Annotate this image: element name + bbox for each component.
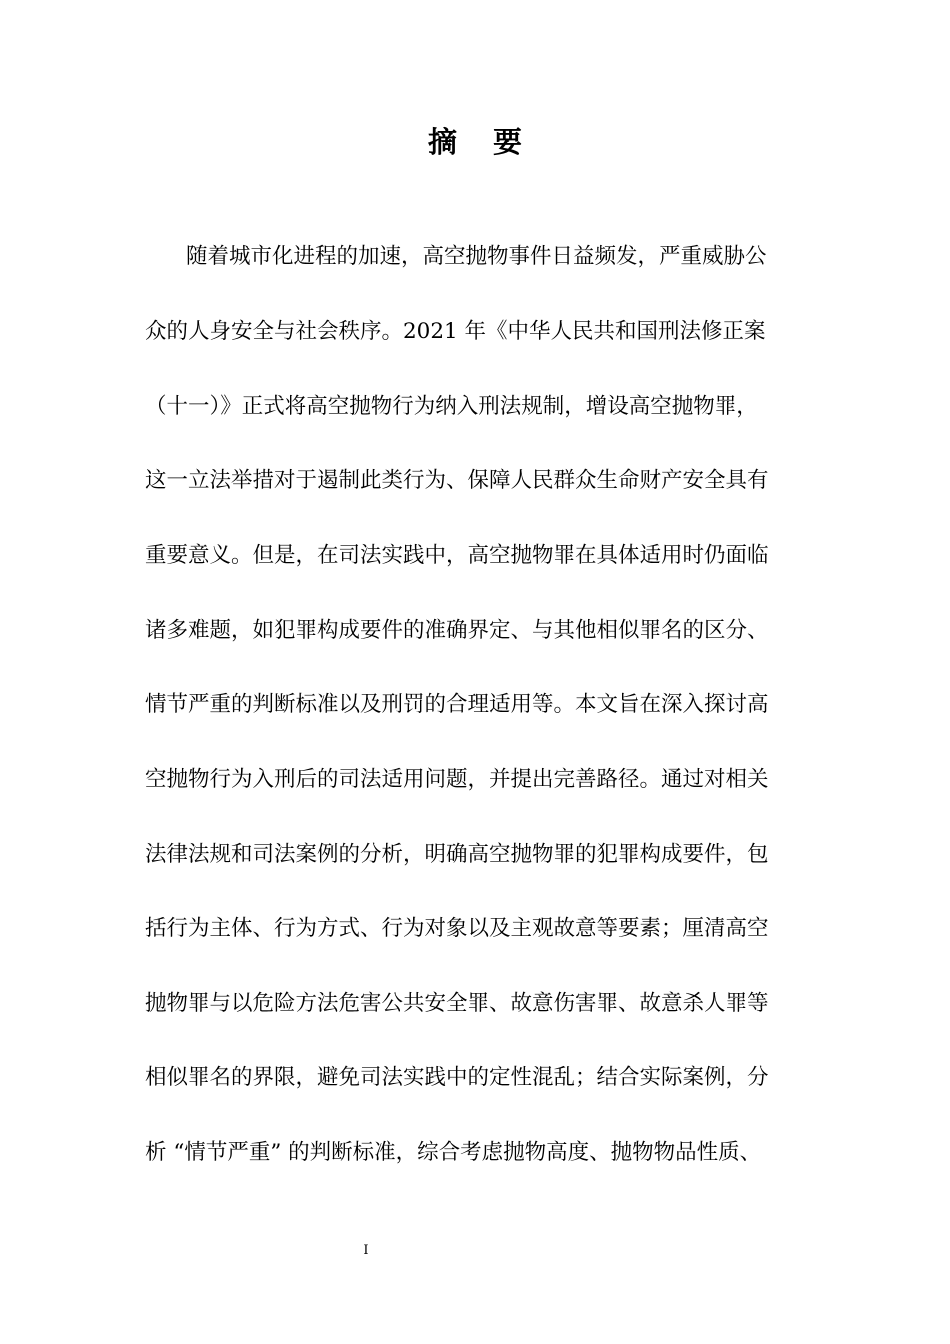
- abstract-line-11: 抛物罪与以危险方法危害公共安全罪、故意伤害罪、故意杀人罪等: [145, 991, 769, 1016]
- abstract-line-13: 析 “情节严重” 的判断标准，综合考虑抛物高度、抛物物品性质、: [145, 1140, 762, 1165]
- abstract-line-6: 诸多难题，如犯罪构成要件的准确界定、与其他相似罪名的区分、: [145, 618, 769, 643]
- abstract-line-10: 括行为主体、行为方式、行为对象以及主观故意等要素；厘清高空: [145, 916, 769, 941]
- page-number: I: [363, 1243, 369, 1258]
- abstract-line-4: 这一立法举措对于遏制此类行为、保障人民群众生命财产安全具有: [145, 468, 769, 493]
- abstract-title: 摘要: [427, 125, 558, 159]
- abstract-line-1: 随着城市化进程的加速，高空抛物事件日益频发，严重威胁公: [186, 244, 767, 269]
- abstract-line-9: 法律法规和司法案例的分析，明确高空抛物罪的犯罪构成要件，包: [145, 842, 769, 867]
- abstract-line-3: （十一）》正式将高空抛物行为纳入刑法规制，增设高空抛物罪，: [145, 394, 758, 419]
- abstract-line-7: 情节严重的判断标准以及刑罚的合理适用等。本文旨在深入探讨高: [145, 692, 769, 717]
- abstract-line-2: 众的人身安全与社会秩序。2021 年《中华人民共和国刑法修正案: [145, 319, 766, 344]
- abstract-line-5: 重要意义。但是，在司法实践中，高空抛物罪在具体适用时仍面临: [145, 543, 769, 568]
- abstract-line-8: 空抛物行为入刑后的司法适用问题，并提出完善路径。通过对相关: [145, 767, 769, 792]
- abstract-line-12: 相似罪名的界限，避免司法实践中的定性混乱；结合实际案例，分: [145, 1065, 769, 1090]
